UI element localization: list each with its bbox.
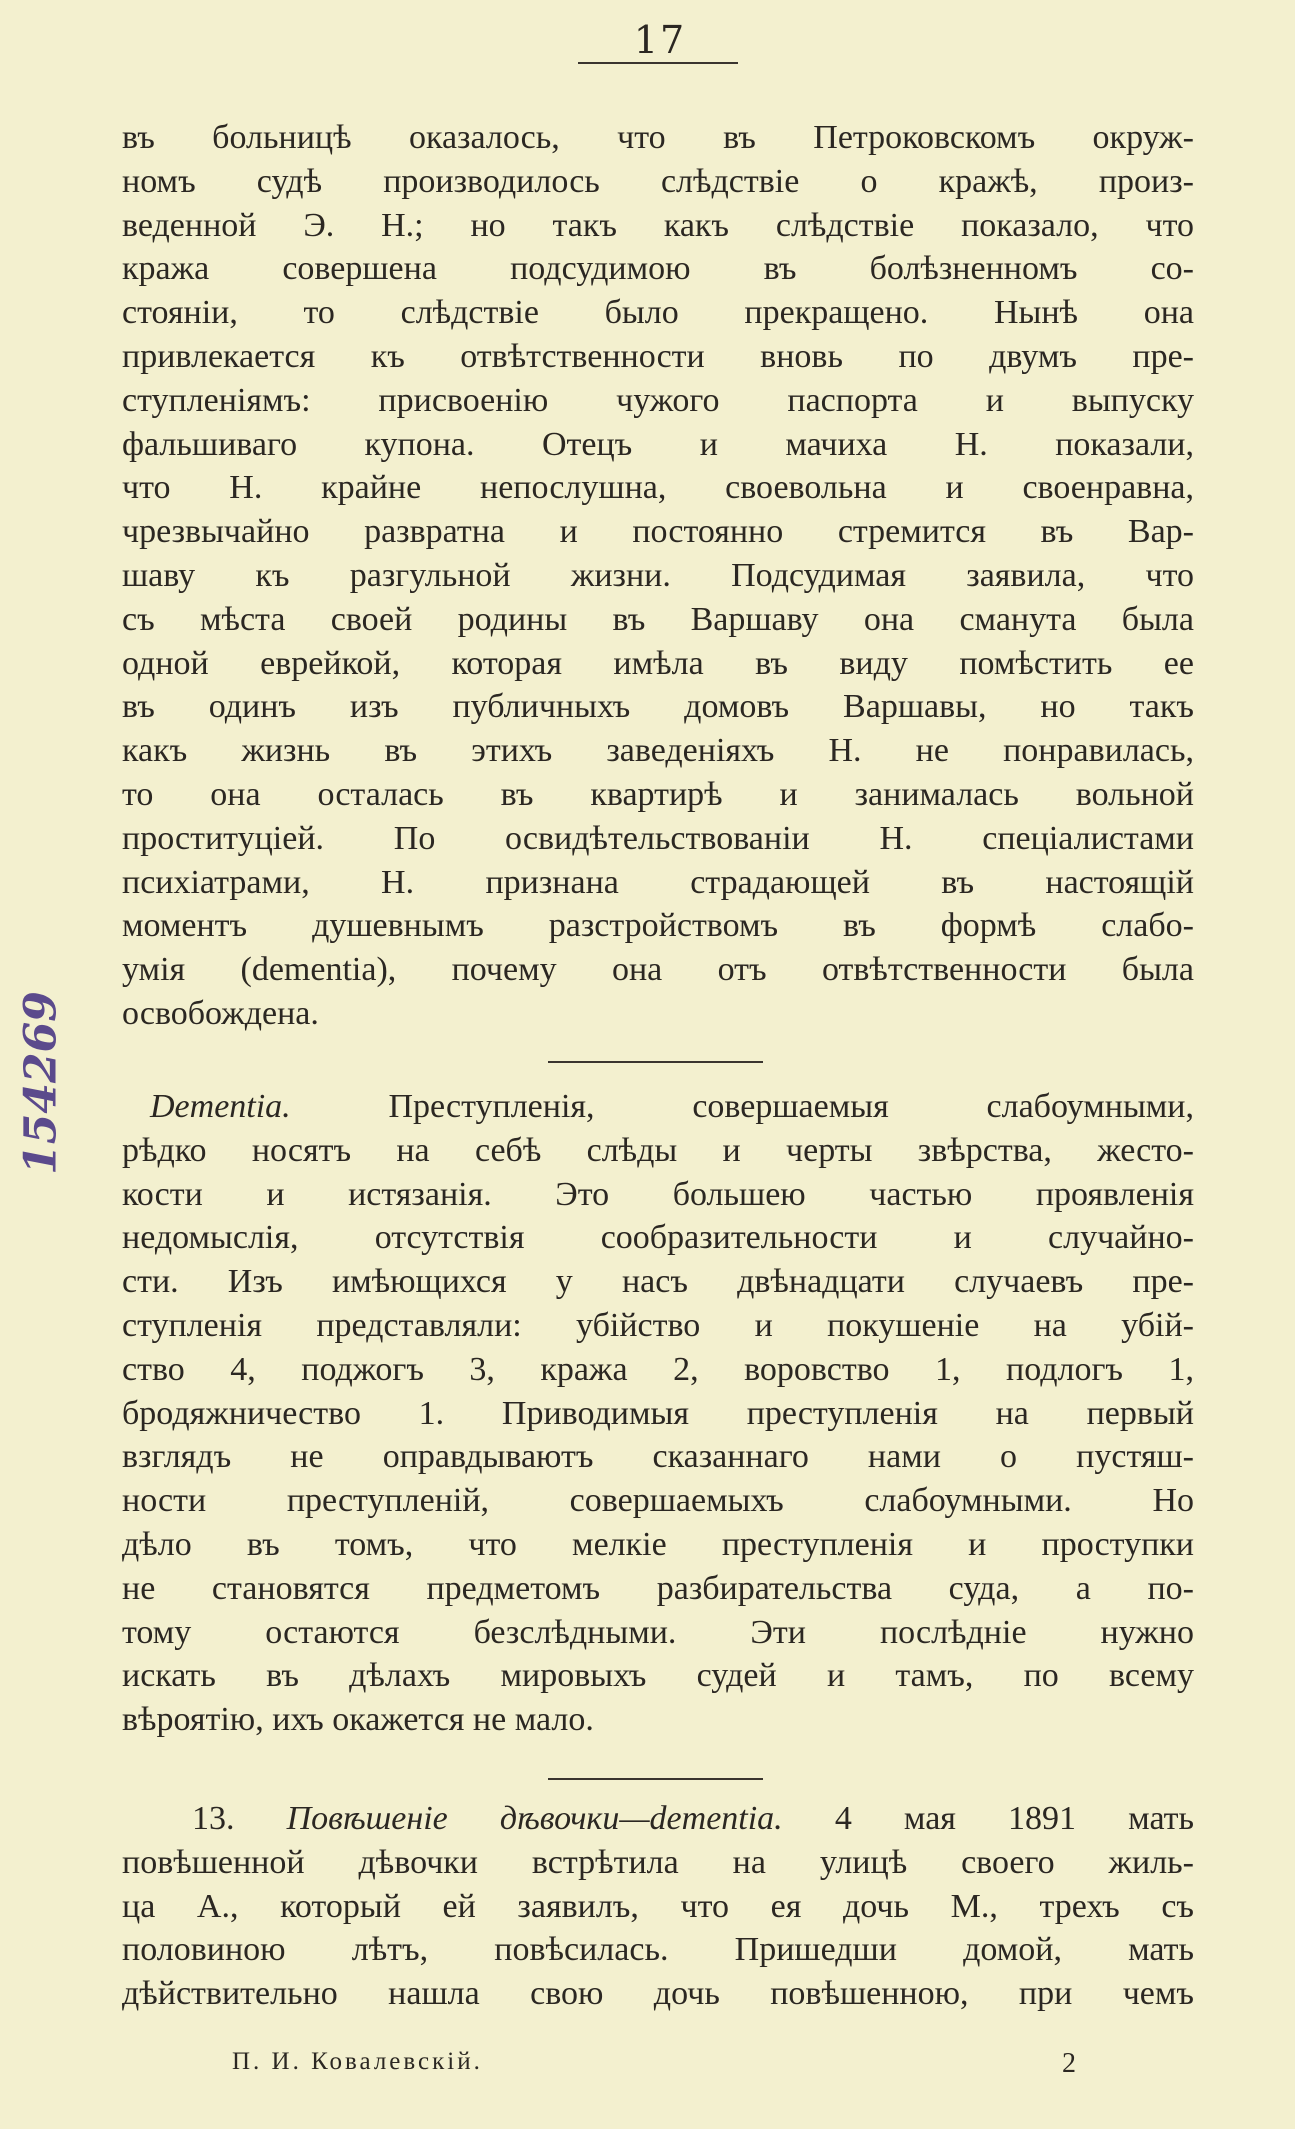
text-line: умія (dementia), почему она отъ отвѣтственности была bbox=[122, 951, 1194, 989]
stamp-number: 154269 bbox=[15, 991, 67, 1175]
text-line: моментъ душевнымъ разстройствомъ въ формѣ слабо- bbox=[122, 907, 1194, 945]
text-line: искать въ дѣлахъ мировыхъ судей и тамъ, по всему bbox=[122, 1657, 1194, 1695]
text-line: ца А., который ей заявилъ, что ея дочь М., трехъ съ bbox=[122, 1887, 1194, 1925]
text-line: съ мѣста своей родины въ Варшаву она сманута была bbox=[122, 600, 1194, 638]
section-heading: Dementia. bbox=[150, 1088, 291, 1125]
text-line: психіатрами, Н. признана страдающей въ настоящій bbox=[122, 863, 1194, 901]
text-line: шаву къ разгульной жизни. Подсудимая заявила, что bbox=[122, 556, 1194, 594]
text-line: въ больницѣ оказалось, что въ Петроковскомъ окруж- bbox=[122, 119, 1194, 156]
text-line: чрезвычайно развратна и постоянно стремится въ Вар- bbox=[122, 513, 1194, 551]
text-line: привлекается къ отвѣтственности вновь по двумъ пре- bbox=[122, 337, 1194, 375]
inventory-stamp bbox=[14, 968, 74, 1198]
text-line: кости и истязанія. Это большею частью проявленія bbox=[122, 1175, 1194, 1213]
text-line: что Н. крайне непослушна, своевольна и своенравна, bbox=[122, 469, 1194, 507]
text-line: фальшиваго купона. Отецъ и мачиха Н. показали, bbox=[122, 425, 1194, 463]
text-fragment: Преступленія, совершаемыя слабоумными, bbox=[388, 1088, 1194, 1125]
text-line-first bbox=[122, 1085, 1194, 1129]
case-number: 13. bbox=[192, 1800, 235, 1837]
text-line: взглядъ не оправдываютъ сказаннаго нами о пустяш- bbox=[122, 1438, 1194, 1476]
text-line: ство 4, поджогъ 3, кража 2, воровство 1, подлогъ 1, bbox=[122, 1350, 1194, 1388]
text-line: проституціей. По освидѣтельствованіи Н. спеціалистами bbox=[122, 819, 1194, 857]
text-line: веденной Э. Н.; но такъ какъ слѣдствіе показало, что bbox=[122, 206, 1194, 244]
page-number-rule bbox=[578, 62, 738, 64]
text-line: ступленіямъ: присвоенію чужого паспорта и выпуску bbox=[122, 381, 1194, 419]
text-fragment: 4 мая 1891 мать bbox=[834, 1800, 1195, 1837]
case-heading: Повѣшеніе дѣвочки—dementia. bbox=[286, 1800, 783, 1837]
text-line: ступленія представляли: убійство и покушеніе на убій- bbox=[122, 1306, 1194, 1344]
text-line: дѣйствительно нашла свою дочь повѣшенною, при чемъ bbox=[122, 1975, 1194, 2013]
page-number: 17 bbox=[633, 18, 687, 62]
signature-mark: 2 bbox=[1062, 2048, 1076, 2079]
text-line: вѣроятію, ихъ окажется не мало. bbox=[122, 1701, 594, 1739]
text-line: сти. Изъ имѣющихся у насъ двѣнадцати случаевъ пре- bbox=[122, 1263, 1194, 1301]
text-line: не становятся предметомъ разбирательства суда, а по- bbox=[122, 1569, 1194, 1607]
paragraph-1 bbox=[122, 116, 1194, 1036]
text-line: дѣло въ томъ, что мелкіе преступленія и проступки bbox=[122, 1525, 1194, 1563]
text-line: тому остаются безслѣдными. Эти послѣдніе нужно bbox=[122, 1613, 1194, 1651]
text-line: половиною лѣтъ, повѣсилась. Пришедши домой, мать bbox=[122, 1931, 1194, 1969]
paragraph-dementia bbox=[122, 1085, 1194, 1742]
footer-author: П. И. Ковалевскій. bbox=[232, 2048, 483, 2075]
text-line-first bbox=[122, 1797, 1194, 1841]
text-line: кража совершена подсудимою въ болѣзненномъ со- bbox=[122, 250, 1194, 288]
text-line: номъ судѣ производилось слѣдствіе о кражѣ, произ- bbox=[122, 162, 1194, 200]
paragraph-case-13 bbox=[122, 1797, 1194, 2016]
text-line: стояніи, то слѣдствіе было прекращено. Нынѣ она bbox=[122, 294, 1194, 332]
text-line: ности преступленій, совершаемыхъ слабоумными. Но bbox=[122, 1482, 1194, 1520]
text-line: бродяжничество 1. Приводимыя преступленія на первый bbox=[122, 1394, 1194, 1432]
text-line: повѣшенной дѣвочки встрѣтила на улицѣ своего жиль- bbox=[122, 1843, 1194, 1881]
text-line: въ одинъ изъ публичныхъ домовъ Варшавы, но такъ bbox=[122, 688, 1194, 726]
text-line: рѣдко носятъ на себѣ слѣды и черты звѣрства, жесто- bbox=[122, 1131, 1194, 1169]
text-line: недомыслія, отсутствія сообразительности и случайно- bbox=[122, 1219, 1194, 1257]
text-line: одной еврейкой, которая имѣла въ виду помѣстить ее bbox=[122, 644, 1194, 682]
section-divider bbox=[548, 1061, 763, 1063]
text-line: освобождена. bbox=[122, 994, 319, 1032]
text-line: то она осталась въ квартирѣ и занималась вольной bbox=[122, 775, 1194, 813]
text-line: какъ жизнь въ этихъ заведеніяхъ Н. не понравилась, bbox=[122, 732, 1194, 770]
section-divider bbox=[548, 1778, 763, 1780]
